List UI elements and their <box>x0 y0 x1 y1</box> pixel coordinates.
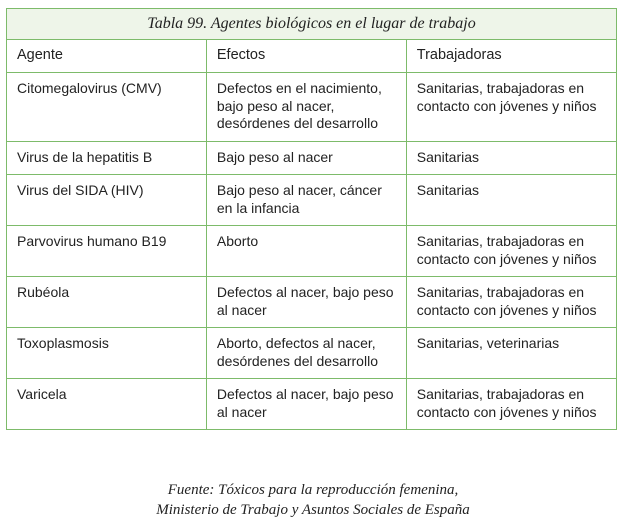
cell-trabajadoras: Sanitarias, trabajadoras en contacto con jóvenes y niños <box>406 277 616 328</box>
header-trabajadoras: Trabajadoras <box>406 40 616 73</box>
cell-trabajadoras: Sanitarias <box>406 175 616 226</box>
cell-agente: Rubéola <box>7 277 207 328</box>
source-line-2: Ministerio de Trabajo y Asuntos Sociales de España <box>156 502 470 518</box>
cell-efectos: Defectos al nacer, bajo peso al nacer <box>206 277 406 328</box>
cell-agente: Citomegalovirus (CMV) <box>7 73 207 142</box>
source-note <box>0 480 626 520</box>
table-row <box>7 73 617 142</box>
table-row <box>7 226 617 277</box>
cell-efectos: Aborto, defectos al nacer, desórdenes del desarrollo <box>206 328 406 379</box>
header-agente: Agente <box>7 40 207 73</box>
cell-trabajadoras: Sanitarias <box>406 141 616 175</box>
table-caption: Tabla 99. Agentes biológicos en el lugar de trabajo <box>7 9 617 40</box>
cell-efectos: Bajo peso al nacer <box>206 141 406 175</box>
cell-efectos: Defectos en el nacimiento, bajo peso al nacer, desórdenes del desarrollo <box>206 73 406 142</box>
agents-table <box>6 8 617 430</box>
table-header-row <box>7 40 617 73</box>
cell-agente: Virus de la hepatitis B <box>7 141 207 175</box>
cell-trabajadoras: Sanitarias, trabajadoras en contacto con jóvenes y niños <box>406 226 616 277</box>
cell-efectos: Aborto <box>206 226 406 277</box>
table-row <box>7 175 617 226</box>
table-row <box>7 379 617 430</box>
cell-trabajadoras: Sanitarias, veterinarias <box>406 328 616 379</box>
table-row <box>7 277 617 328</box>
cell-agente: Parvovirus humano B19 <box>7 226 207 277</box>
source-line-1: Fuente: Tóxicos para la reproducción femenina, <box>167 482 459 498</box>
cell-agente: Varicela <box>7 379 207 430</box>
cell-agente: Virus del SIDA (HIV) <box>7 175 207 226</box>
table-row <box>7 141 617 175</box>
header-efectos: Efectos <box>206 40 406 73</box>
table-row <box>7 328 617 379</box>
cell-efectos: Bajo peso al nacer, cáncer en la infancia <box>206 175 406 226</box>
cell-agente: Toxoplasmosis <box>7 328 207 379</box>
cell-trabajadoras: Sanitarias, trabajadoras en contacto con jóvenes y niños <box>406 379 616 430</box>
cell-efectos: Defectos al nacer, bajo peso al nacer <box>206 379 406 430</box>
cell-trabajadoras: Sanitarias, trabajadoras en contacto con jóvenes y niños <box>406 73 616 142</box>
table-caption-row <box>7 9 617 40</box>
